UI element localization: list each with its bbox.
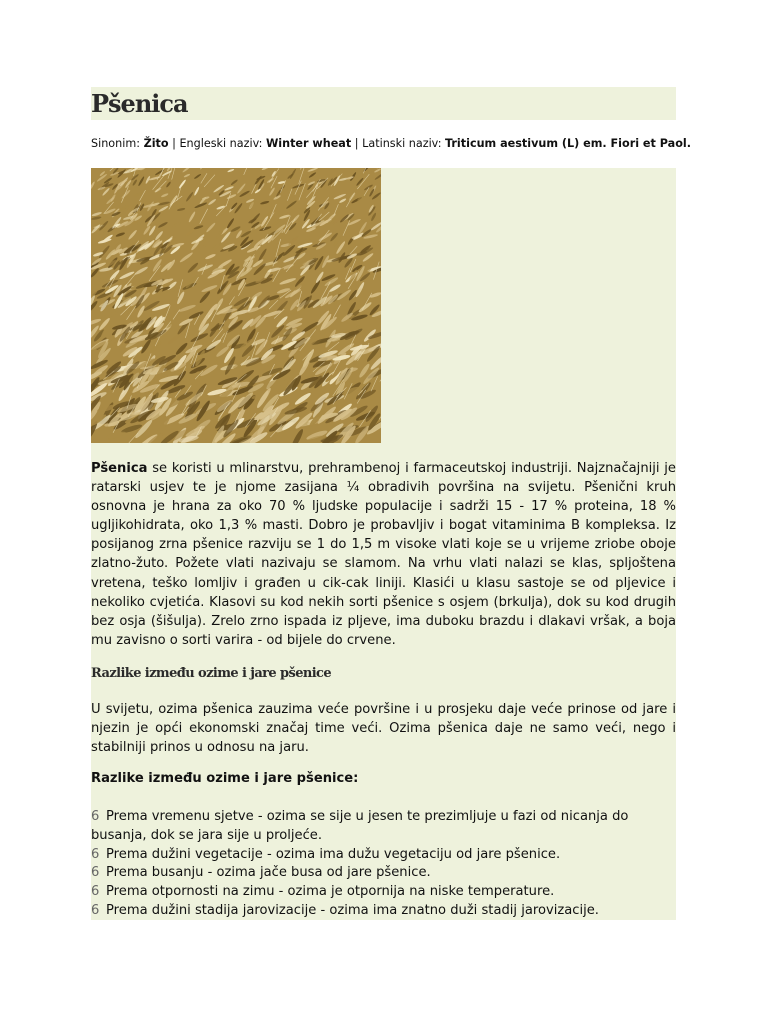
separator: |	[351, 137, 363, 150]
list-item	[91, 883, 676, 902]
list-item-text: Prema vremenu sjetve - ozima se sije u jesen te prezimljuje u fazi od nicanja do busanja, dok se jara sije u proljeće.	[91, 809, 629, 843]
bullet-icon: 6	[91, 846, 100, 862]
list-heading-colon: :	[353, 771, 359, 786]
intro-lead-word: Pšenica	[91, 461, 148, 476]
page-title: Pšenica	[91, 89, 188, 118]
list-item-text: Prema otpornosti na zimu - ozima je otpornija na niske temperature.	[106, 884, 555, 900]
wheat-field-photo	[91, 168, 381, 443]
list-item-text: Prema busanju - ozima jače busa od jare pšenice.	[106, 865, 431, 881]
differences-list	[91, 808, 676, 921]
list-item-text: Prema dužini vegetacije - ozima ima dužu vegetaciju od jare pšenice.	[106, 846, 561, 862]
bullet-icon: 6	[91, 865, 100, 881]
list-item	[91, 902, 676, 921]
bullet-icon: 6	[91, 902, 100, 918]
list-heading	[91, 771, 358, 786]
latin-name-label: Latinski naziv:	[362, 137, 446, 150]
bullet-icon: 6	[91, 884, 100, 900]
latin-name-value: Triticum aestivum (L) em. Fiori et Paol.	[445, 137, 691, 150]
comparison-paragraph: U svijetu, ozima pšenica zauzima veće površine i u prosjeku daje veće prinose od jare i njezin je opći ekonomski značaj time veći. Ozima pšenica daje ne samo veći, nego i stabilniji prinos u odnosu na jaru.	[91, 702, 676, 755]
list-item	[91, 808, 676, 846]
intro-paragraph	[91, 459, 676, 650]
english-name-value: Winter wheat	[265, 137, 352, 150]
synonym-label: Sinonim:	[91, 137, 144, 150]
english-name-label: Engleski naziv:	[179, 137, 266, 150]
separator: |	[168, 137, 180, 150]
section-heading: Razlike između ozime i jare pšenice	[91, 666, 332, 681]
synonym-value: Žito	[143, 137, 169, 150]
list-heading-text: Razlike između ozime i jare pšenice	[91, 771, 354, 786]
intro-text: se koristi u mlinarstvu, prehrambenoj i farmaceutskoj industriji. Najznačajniji je ratarski usjev te je njome zasijana ¼ obradivih površina na svijetu. Pšenični kruh osnovna je hrana za oko 70 % ljudske populacije i sadrži 15 - 17 % proteina, 18 % ugljikohidrata, oko 1,3 % masti. Dobro je probavljiv i bogat vitaminima B kompleksa. Iz posijanog zrna pšenice razviju se 1 do 1,5 m visoke vlati koje se u vrijeme zriobe oboje zlatno-žuto. Požete vlati nazivaju se slamom. Na vrhu vlati nalazi se klas, spljoštena vretena, teško lomljiv i građen u cik-cak liniji. Klasići u klasu sastoje se od pljevice i nekoliko cvjetića. Klasovi su kod nekih sorti pšenice s osjem (brkulja), dok su kod drugih bez osja (šišulja). Zrelo zrno ispada iz pljeve, ima duboku brazdu i dlakavi vršak, a boja mu zavisno o sorti varira - od bijele do crvene.	[91, 461, 676, 648]
bullet-icon: 6	[91, 809, 100, 824]
list-item	[91, 846, 676, 865]
list-item	[91, 864, 676, 883]
list-item-text: Prema dužini stadija jarovizacije - ozima ima znatno duži stadij jarovizacije.	[106, 902, 599, 918]
names-line	[91, 137, 691, 151]
wheat-field-image	[91, 168, 381, 443]
